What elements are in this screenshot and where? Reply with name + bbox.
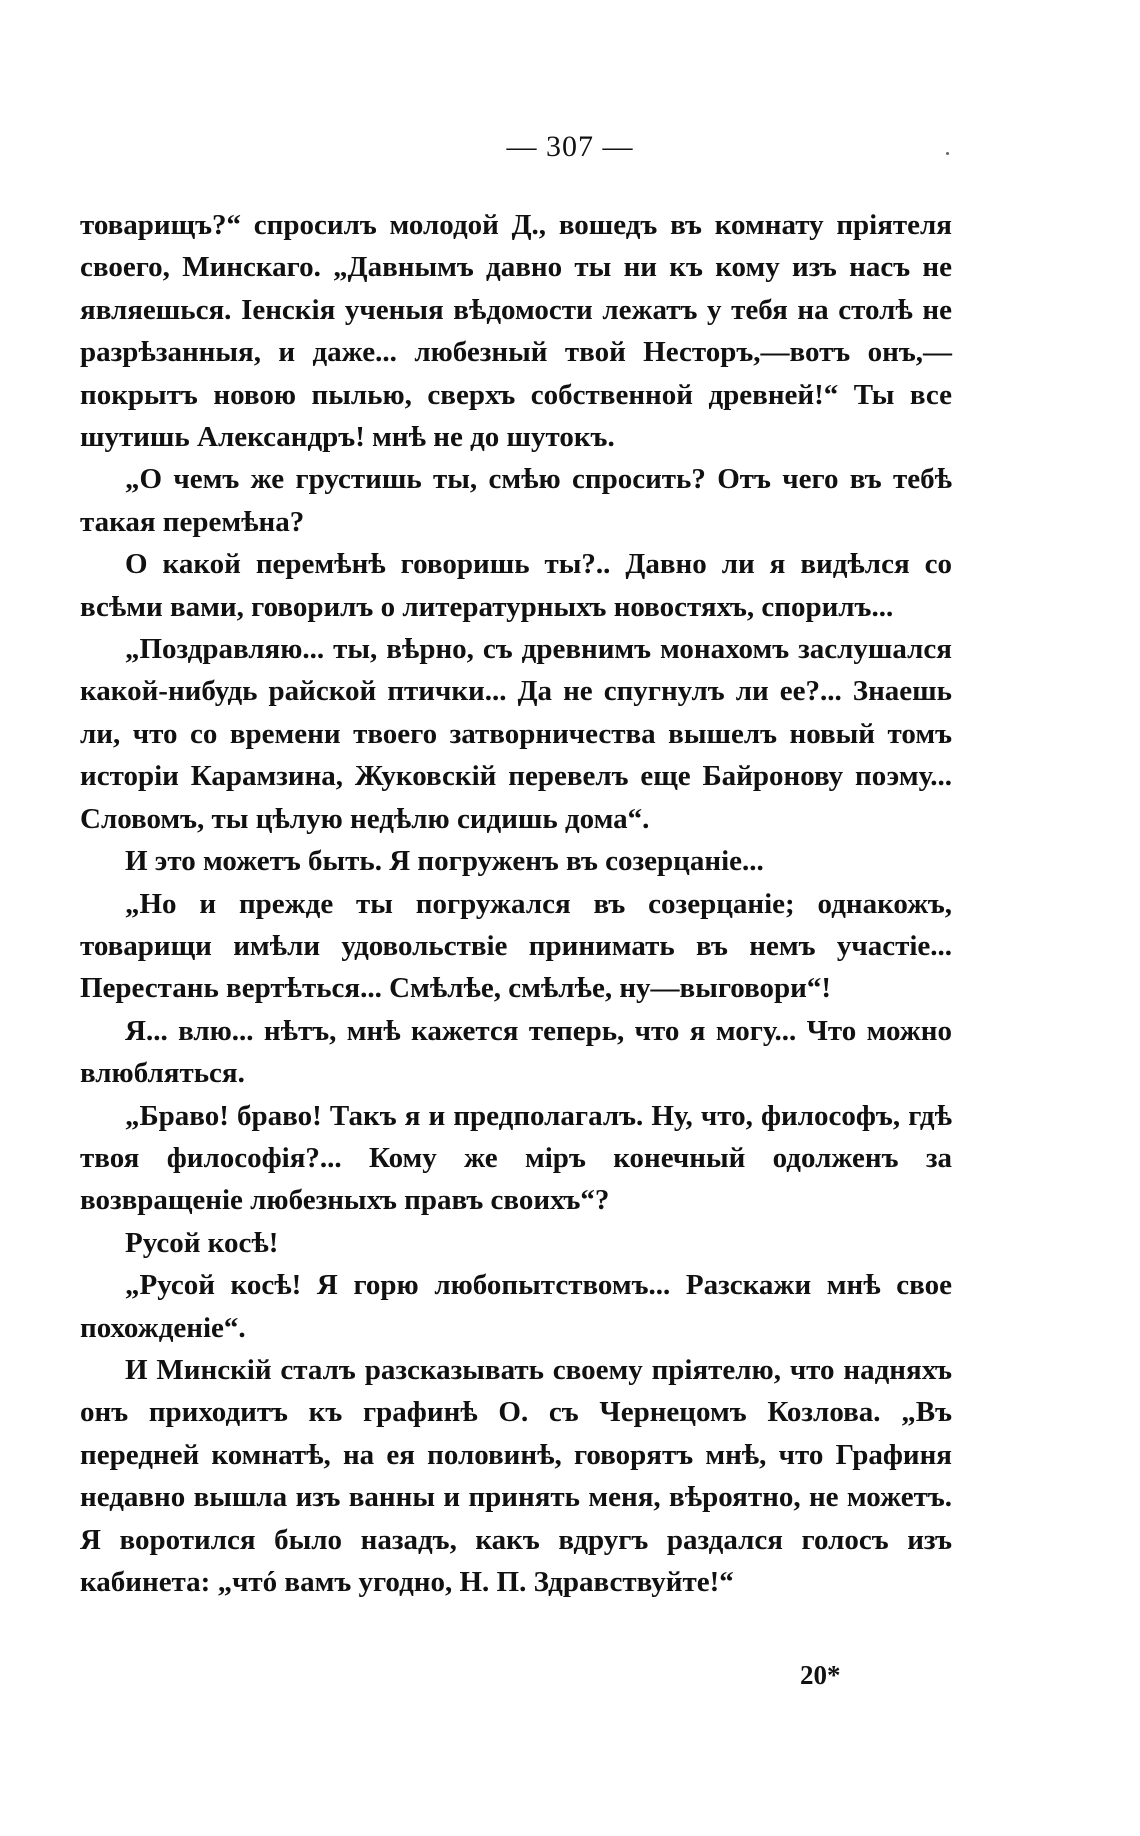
paragraph-4: „Поздравляю... ты, вѣрно, съ древнимъ монахомъ заслушался какой-нибудь райской птички... Да не спугнулъ ли ее?... Знаешь ли, что со времени твоего затворничества вышелъ новый томъ исторіи Карамзина, Жуковскій перевелъ еще Байронову поэму... Словомъ, ты цѣлую недѣлю сидишь дома“. (80, 633, 952, 835)
paragraph-7: Я... влю... нѣтъ, мнѣ кажется теперь, что я могу... Что можно влюбляться. (80, 1014, 952, 1090)
page-number: — 307 — (506, 130, 634, 163)
paragraph-1: товарищъ?“ спросилъ молодой Д., вошедъ въ комнату пріятеля своего, Минскаго. „Давнымъ давно ты ни къ кому изъ насъ не являешься. Іенскія ученыя вѣдомости лежатъ у тебя на столѣ не разрѣзанныя, и даже... любезный твой Несторъ,—вотъ онъ,—покрытъ новою пылью, сверхъ собственной древней!“ Ты все шутишь Александръ! мнѣ не до шутокъ. (80, 209, 952, 454)
paragraph-9: Русой косѣ! (125, 1226, 279, 1259)
paragraph-6: „Но и прежде ты погружался въ созерцаніе; однакожъ, товарищи имѣли удовольствіе принимать въ немъ участіе... Перестань вертѣться... Смѣлѣе, смѣлѣе, ну—выговори“! (80, 887, 952, 1005)
signature-mark: 20* (800, 1660, 841, 1690)
print-speck (946, 152, 949, 155)
paragraph-8: „Браво! браво! Такъ я и предполагалъ. Ну, что, философъ, гдѣ твоя философія?... Кому же міръ конечный одолженъ за возвращеніе любезныхъ правъ своихъ“? (80, 1099, 952, 1217)
paragraph-3: О какой перемѣнѣ говоришь ты?.. Давно ли я видѣлся со всѣми вами, говорилъ о литературныхъ новостяхъ, спорилъ... (80, 548, 952, 623)
paragraph-10: „Русой косѣ! Я горю любопытствомъ... Разскажи мнѣ свое похожденіе“. (80, 1269, 952, 1344)
paragraph-11: И Минскій сталъ разсказывать своему пріятелю, что надняхъ онъ приходитъ къ графинѣ О. съ Чернецомъ Козлова. „Въ передней комнатѣ, на ея половинѣ, говорятъ мнѣ, что Графиня недавно вышла изъ ванны и принять меня, вѣроятно, не можетъ. Я воротился было назадъ, какъ вдругъ раздался голосъ изъ кабинета: „чтó вамъ угодно, Н. П. Здравствуйте!“ (80, 1353, 952, 1598)
body-text (80, 204, 952, 1603)
paragraph-2: „О чемъ же грустишь ты, смѣю спросить? Отъ чего въ тебѣ такая перемѣна? (80, 463, 952, 538)
paragraph-5: И это можетъ быть. Я погруженъ въ созерцаніе... (125, 845, 764, 878)
